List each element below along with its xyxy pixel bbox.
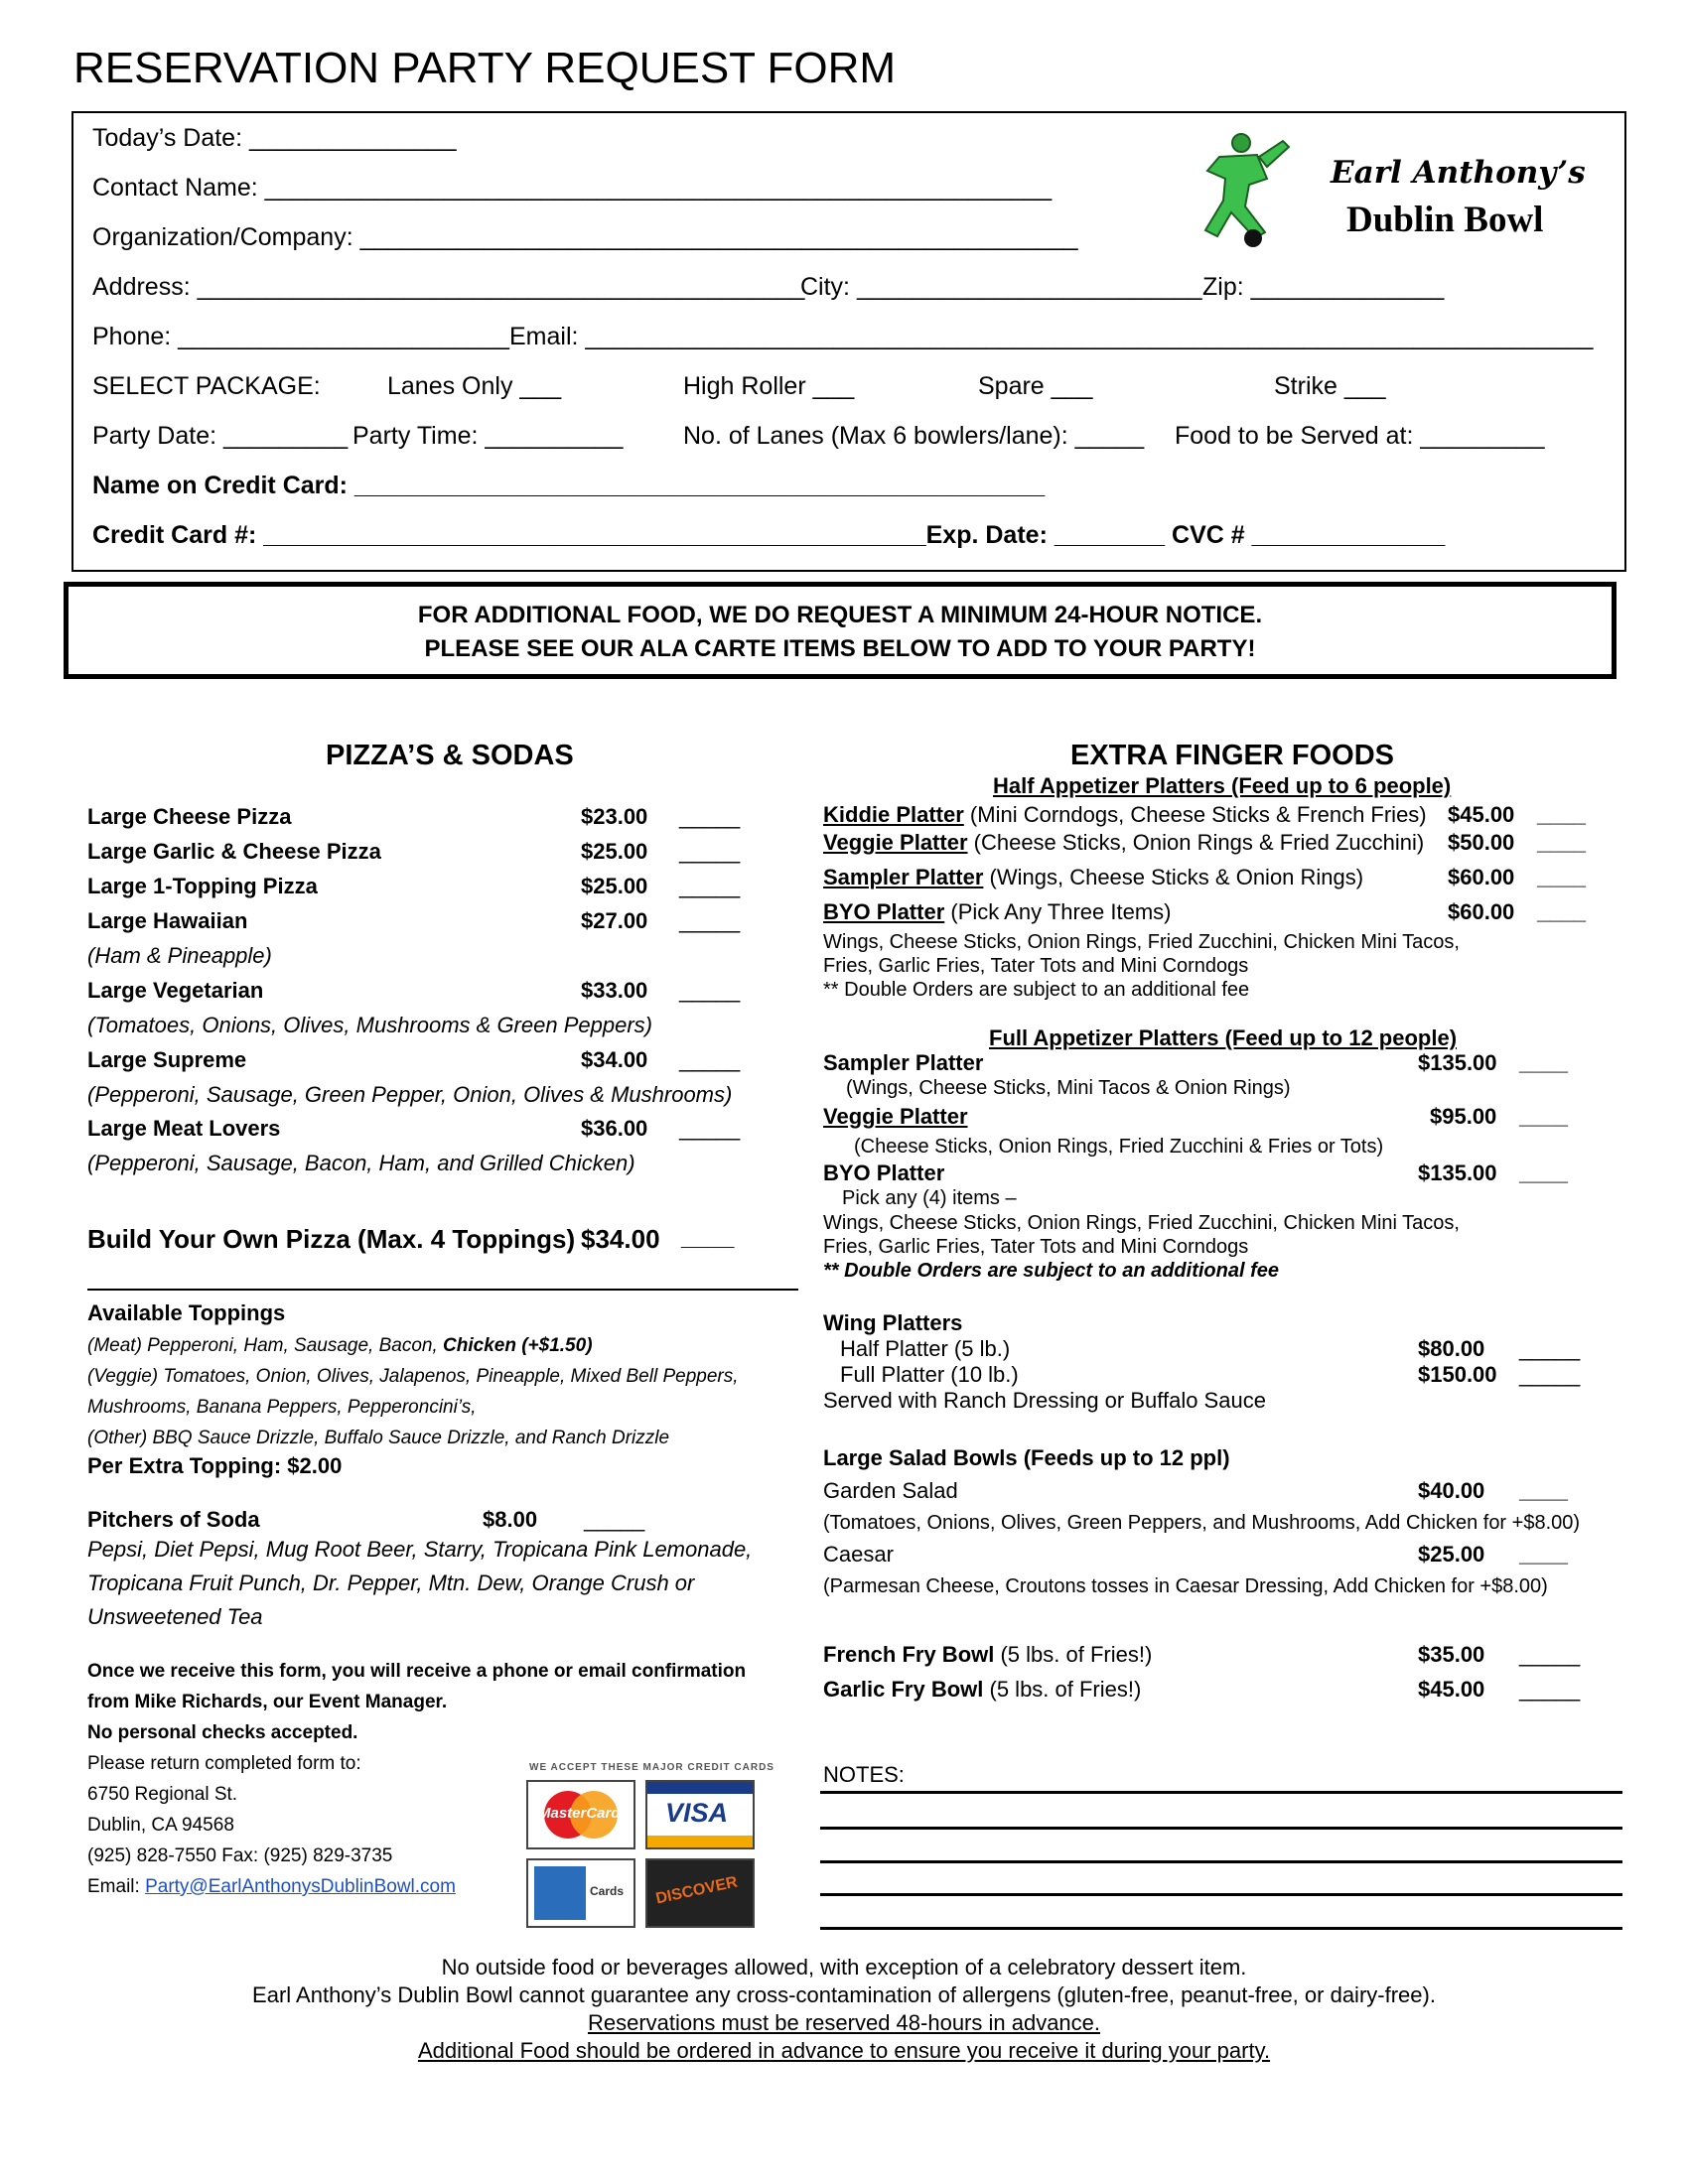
menu-item-price: $27.00 <box>581 908 648 933</box>
garlic-fry-desc: (5 lbs. of Fries!) <box>983 1677 1142 1702</box>
byo-pizza-quantity-blank[interactable]: ____ <box>681 1224 735 1251</box>
menu-item-name: Large Cheese Pizza <box>87 804 292 829</box>
confirmation-text-cont: from Mike Richards, our Event Manager. <box>87 1692 448 1712</box>
footer-outside-food: No outside food or beverages allowed, with exception of a celebratory dessert item. <box>441 1955 1247 1979</box>
email-line <box>87 1876 456 1898</box>
contact-name-field[interactable]: Contact Name: _________________________________________________________ <box>92 174 1053 202</box>
menu-item-quantity-blank[interactable]: ____ <box>1537 865 1586 889</box>
full-sampler-price: $135.00 <box>1418 1050 1497 1075</box>
mastercard-text: MasterCard <box>538 1805 621 1822</box>
salad-heading: Large Salad Bowls (Feeds up to 12 ppl) <box>823 1445 1230 1470</box>
menu-item <box>823 865 1363 890</box>
menu-item-name: BYO Platter <box>823 899 945 924</box>
city-state-zip: Dublin, CA 94568 <box>87 1815 234 1836</box>
caesar-salad-quantity-blank[interactable]: ____ <box>1519 1542 1568 1567</box>
confirmation-text: Once we receive this form, you will receive a phone or email confirmation <box>87 1661 747 1682</box>
address-field[interactable]: Address: ____________________________________________ <box>92 273 805 301</box>
full-byo-options-cont: Fries, Garlic Fries, Tater Tots and Mini Corndogs <box>823 1236 1249 1258</box>
byo-pizza-price: $34.00 <box>581 1224 660 1254</box>
wing-half-name: Half Platter (5 lb.) <box>840 1336 1011 1361</box>
food-served-at-field[interactable]: Food to be Served at: _________ <box>1175 422 1545 450</box>
full-byo-name: BYO Platter <box>823 1160 945 1185</box>
byo-options: Wings, Cheese Sticks, Onion Rings, Fried Zucchini, Chicken Mini Tacos, <box>823 931 1460 953</box>
menu-item-name: Sampler Platter <box>823 865 984 889</box>
toppings-chicken: Chicken (+$1.50) <box>443 1335 593 1356</box>
soda-list-cont: Unsweetened Tea <box>87 1604 263 1629</box>
menu-item-description: (Pepperoni, Sausage, Bacon, Ham, and Grilled Chicken) <box>87 1151 635 1175</box>
menu-item-price: $36.00 <box>581 1116 648 1141</box>
menu-item-quantity-blank[interactable]: _____ <box>679 874 741 898</box>
menu-item-price: $23.00 <box>581 804 648 829</box>
visa-text: VISA <box>665 1798 729 1828</box>
wing-served-with: Served with Ranch Dressing or Buffalo Sauce <box>823 1388 1266 1413</box>
soda-list: Pepsi, Diet Pepsi, Mug Root Beer, Starry, Tropicana Pink Lemonade, <box>87 1537 753 1562</box>
caesar-salad-name: Caesar <box>823 1542 894 1567</box>
menu-item-quantity-blank[interactable]: _____ <box>679 978 741 1003</box>
page-title: RESERVATION PARTY REQUEST FORM <box>73 44 897 92</box>
logo-text-line2: Dublin Bowl <box>1346 200 1544 240</box>
notice-box <box>64 582 1617 679</box>
todays-date-field[interactable]: Today’s Date: _______________ <box>92 124 457 152</box>
select-package-label: SELECT PACKAGE: <box>92 372 321 400</box>
half-platters-heading: Half Appetizer Platters (Feed up to 6 people) <box>993 773 1452 798</box>
organization-field[interactable]: Organization/Company: ____________________________________________________ <box>92 223 1078 251</box>
visa-logo <box>645 1780 755 1849</box>
full-veggie-quantity-blank[interactable]: ____ <box>1519 1104 1568 1129</box>
menu-item-description: (Pepperoni, Sausage, Green Pepper, Onion, Olives & Mushrooms) <box>87 1082 733 1107</box>
wing-half-quantity-blank[interactable]: _____ <box>1519 1336 1581 1361</box>
menu-item-name: Large Meat Lovers <box>87 1116 281 1141</box>
name-on-card-field[interactable]: Name on Credit Card: __________________________________________________ <box>92 472 1046 499</box>
full-byo-options: Wings, Cheese Sticks, Onion Rings, Fried Zucchini, Chicken Mini Tacos, <box>823 1212 1460 1234</box>
garden-salad-desc: (Tomatoes, Onions, Olives, Green Peppers, and Mushrooms, Add Chicken for +$8.00) <box>823 1512 1581 1534</box>
menu-item-price: $50.00 <box>1448 830 1515 855</box>
package-lanes-only[interactable]: Lanes Only ___ <box>387 372 562 400</box>
wing-full-quantity-blank[interactable]: _____ <box>1519 1362 1581 1387</box>
wing-platters-heading: Wing Platters <box>823 1310 963 1335</box>
menu-item-description: (Pick Any Three Items) <box>944 899 1172 924</box>
street-address: 6750 Regional St. <box>87 1784 238 1805</box>
menu-item-name: Large 1-Topping Pizza <box>87 874 318 898</box>
toppings-veggie: (Veggie) Tomatoes, Onion, Olives, Jalapenos, Pineapple, Mixed Bell Peppers, <box>87 1366 739 1387</box>
full-sampler-desc: (Wings, Cheese Sticks, Mini Tacos & Onion Rings) <box>846 1077 1291 1099</box>
full-sampler-name: Sampler Platter <box>823 1050 984 1075</box>
soda-name: Pitchers of Soda <box>87 1507 260 1532</box>
menu-item-name: Veggie Platter <box>823 830 968 855</box>
full-platters-heading: Full Appetizer Platters (Feed up to 12 people) <box>989 1025 1458 1050</box>
dublin-bowl-logo <box>1180 127 1597 256</box>
email-label: Email: <box>87 1876 140 1897</box>
menu-item <box>823 802 1427 828</box>
email-link[interactable]: Party@EarlAnthonysDublinBowl.com <box>145 1876 456 1897</box>
garlic-fry-name: Garlic Fry Bowl <box>823 1677 984 1702</box>
garden-salad-name: Garden Salad <box>823 1478 958 1503</box>
notice-line2: PLEASE SEE OUR ALA CARTE ITEMS BELOW TO ADD TO YOUR PARTY! <box>424 635 1256 662</box>
number-of-lanes-field[interactable]: No. of Lanes (Max 6 bowlers/lane): _____ <box>683 422 1145 450</box>
menu-item-price: $25.00 <box>581 874 648 898</box>
menu-item-name: Large Vegetarian <box>87 978 264 1003</box>
menu-item-price: $25.00 <box>581 839 648 864</box>
discover-text: DISCOVER <box>654 1873 740 1908</box>
menu-item-quantity-blank[interactable]: ____ <box>1537 899 1586 924</box>
garlic-fry-bowl <box>823 1677 1141 1703</box>
footer-reservation-notice: Reservations must be reserved 48-hours in advance. <box>587 2010 1101 2035</box>
menu-item-price: $60.00 <box>1448 899 1515 924</box>
party-time-field[interactable]: Party Time: __________ <box>352 422 624 450</box>
menu-item-description: (Ham & Pineapple) <box>87 943 272 968</box>
menu-item-quantity-blank[interactable]: _____ <box>679 839 741 864</box>
amex-text: Cards <box>590 1884 625 1898</box>
soda-quantity-blank[interactable]: _____ <box>584 1507 645 1532</box>
menu-item-price: $60.00 <box>1448 865 1515 889</box>
menu-item-quantity-blank[interactable]: ____ <box>1537 802 1586 827</box>
wing-half-price: $80.00 <box>1418 1336 1485 1361</box>
finger-foods-heading: EXTRA FINGER FOODS <box>1070 740 1394 771</box>
full-byo-quantity-blank[interactable]: ____ <box>1519 1160 1568 1185</box>
menu-item-name: Large Hawaiian <box>87 908 248 933</box>
divider <box>87 1289 798 1291</box>
menu-item-description: (Tomatoes, Onions, Olives, Mushrooms & Green Peppers) <box>87 1013 652 1037</box>
caesar-salad-price: $25.00 <box>1418 1542 1485 1567</box>
menu-item-description: (Mini Corndogs, Cheese Sticks & French Fries) <box>963 802 1427 827</box>
french-fry-desc: (5 lbs. of Fries!) <box>994 1642 1153 1667</box>
notes-line[interactable] <box>820 1791 1622 1794</box>
discover-logo <box>645 1858 755 1928</box>
footer-advance-order: Additional Food should be ordered in advance to ensure you receive it during your party. <box>417 2038 1271 2063</box>
menu-item-quantity-blank[interactable]: ____ <box>1537 830 1586 855</box>
phone-fax: (925) 828-7550 Fax: (925) 829-3735 <box>87 1845 393 1866</box>
double-order-note: ** Double Orders are subject to an additional fee <box>823 979 1250 1001</box>
byo-pizza-name: Build Your Own Pizza (Max. 4 Toppings) <box>87 1224 576 1254</box>
pizza-heading: PIZZA’S & SODAS <box>326 740 574 771</box>
notes-line[interactable] <box>820 1827 1622 1830</box>
toppings-other: (Other) BBQ Sauce Drizzle, Buffalo Sauce Drizzle, and Ranch Drizzle <box>87 1428 670 1448</box>
zip-field[interactable]: Zip: ______________ <box>1202 273 1445 301</box>
city-field[interactable]: City: _________________________ <box>800 273 1202 301</box>
caesar-salad-desc: (Parmesan Cheese, Croutons tosses in Caesar Dressing, Add Chicken for +$8.00) <box>823 1575 1548 1597</box>
soda-list-cont: Tropicana Fruit Punch, Dr. Pepper, Mtn. Dew, Orange Crush or <box>87 1570 695 1595</box>
notes-line[interactable] <box>820 1860 1622 1863</box>
french-fry-name: French Fry Bowl <box>823 1642 995 1667</box>
footer-allergens: Earl Anthony’s Dublin Bowl cannot guarantee any cross-contamination of allergens (gluten-free, peanut-free, or dairy-free). <box>252 1982 1436 2007</box>
wing-full-name: Full Platter (10 lb.) <box>840 1362 1019 1387</box>
full-byo-pick: Pick any (4) items – <box>842 1187 1017 1209</box>
notes-line[interactable] <box>820 1927 1622 1930</box>
package-strike[interactable]: Strike ___ <box>1274 372 1386 400</box>
notice-line1: FOR ADDITIONAL FOOD, WE DO REQUEST A MINIMUM 24-HOUR NOTICE. <box>417 602 1263 628</box>
full-veggie-price: $95.00 <box>1430 1104 1497 1129</box>
french-fry-bowl <box>823 1642 1152 1668</box>
party-date-field[interactable]: Party Date: _________ <box>92 422 349 450</box>
full-veggie-desc: (Cheese Sticks, Onion Rings, Fried Zucchini & Fries or Tots) <box>854 1136 1384 1158</box>
garden-salad-price: $40.00 <box>1418 1478 1485 1503</box>
package-spare[interactable]: Spare ___ <box>978 372 1093 400</box>
toppings-veggie-cont: Mushrooms, Banana Peppers, Pepperoncini’s, <box>87 1397 477 1418</box>
menu-item <box>823 899 1171 925</box>
menu-item-price: $33.00 <box>581 978 648 1003</box>
extra-topping-price: Per Extra Topping: $2.00 <box>87 1453 343 1478</box>
toppings-heading: Available Toppings <box>87 1300 286 1325</box>
byo-options-cont: Fries, Garlic Fries, Tater Tots and Mini Corndogs <box>823 955 1249 977</box>
menu-item-quantity-blank[interactable]: _____ <box>679 1116 741 1141</box>
full-sampler-quantity-blank[interactable]: ____ <box>1519 1050 1568 1075</box>
french-fry-quantity-blank[interactable]: _____ <box>1519 1642 1581 1667</box>
full-veggie-name: Veggie Platter <box>823 1104 968 1129</box>
menu-item-quantity-blank[interactable]: _____ <box>679 908 741 933</box>
french-fry-price: $35.00 <box>1418 1642 1485 1667</box>
menu-item-name: Large Garlic & Cheese Pizza <box>87 839 381 864</box>
logo-text-line1: Earl Anthony’s <box>1331 155 1586 191</box>
full-byo-price: $135.00 <box>1418 1160 1497 1185</box>
full-double-order-note: ** Double Orders are subject to an additional fee <box>823 1260 1279 1282</box>
notes-line[interactable] <box>820 1893 1622 1896</box>
menu-item-name: Kiddie Platter <box>823 802 964 827</box>
soda-price: $8.00 <box>483 1507 538 1532</box>
amex-logo <box>526 1858 635 1928</box>
toppings-meat-text: (Meat) Pepperoni, Ham, Sausage, Bacon, <box>87 1335 438 1356</box>
menu-item-price: $34.00 <box>581 1047 648 1072</box>
toppings-meat <box>87 1335 593 1357</box>
accepted-cards-banner: WE ACCEPT THESE MAJOR CREDIT CARDS <box>529 1762 774 1773</box>
garlic-fry-quantity-blank[interactable]: _____ <box>1519 1677 1581 1702</box>
menu-item-description: (Cheese Sticks, Onion Rings & Fried Zucchini) <box>967 830 1425 855</box>
menu-item-description: (Wings, Cheese Sticks & Onion Rings) <box>983 865 1364 889</box>
menu-item-quantity-blank[interactable]: _____ <box>679 804 741 829</box>
credit-card-field[interactable]: Credit Card #: ________________________________________________Exp. Date: ________ CVC # ______________ <box>92 521 1446 549</box>
no-checks-text: No personal checks accepted. <box>87 1722 358 1743</box>
menu-item-name: Large Supreme <box>87 1047 247 1072</box>
package-high-roller[interactable]: High Roller ___ <box>683 372 855 400</box>
menu-item <box>823 830 1424 856</box>
garlic-fry-price: $45.00 <box>1418 1677 1485 1702</box>
menu-item-price: $45.00 <box>1448 802 1515 827</box>
mastercard-logo <box>526 1780 635 1849</box>
bowler-icon <box>1180 127 1299 256</box>
wing-full-price: $150.00 <box>1418 1362 1497 1387</box>
phone-field[interactable]: Phone: ________________________ <box>92 323 509 350</box>
menu-item-quantity-blank[interactable]: _____ <box>679 1047 741 1072</box>
garden-salad-quantity-blank[interactable]: ____ <box>1519 1478 1568 1503</box>
email-field[interactable]: Email: _________________________________________________________________________ <box>509 323 1594 350</box>
return-form-text: Please return completed form to: <box>87 1753 361 1774</box>
notes-label: NOTES: <box>823 1762 905 1787</box>
